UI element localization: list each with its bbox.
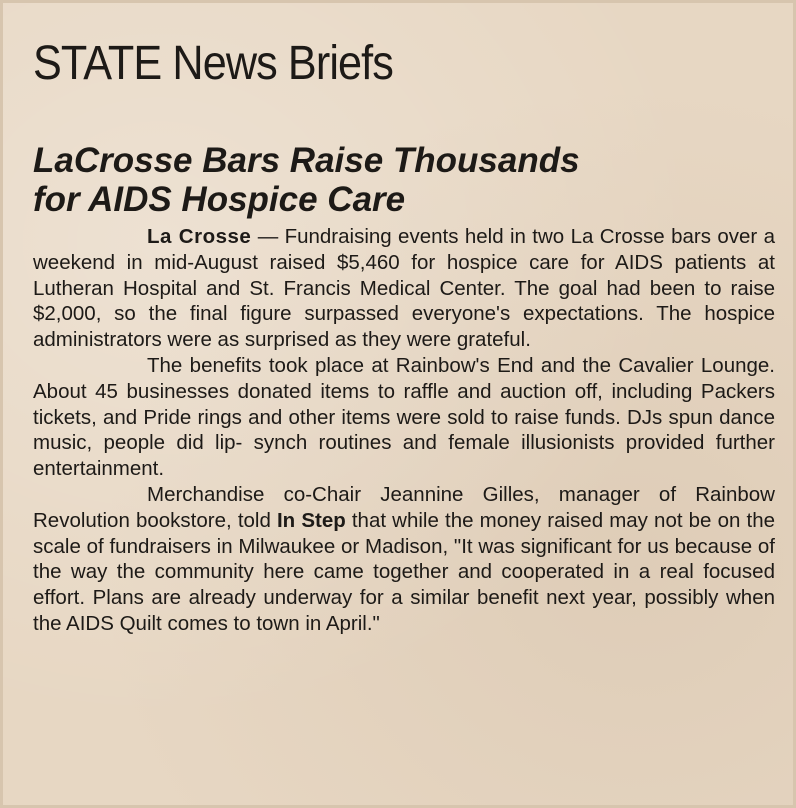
paragraph-1-text: — Fundraising events held in two La Crosse bars over a weekend in mid-August raised $5,460 for hospice care for AIDS patients at Lutheran Hospital and St. Francis Medical Center. The goal had been to raise $2,000, so the final figure surpassed everyone's expectations. The hospice administrators were as surprised as they were grateful. xyxy=(33,225,775,352)
headline-line-2: for AIDS Hospice Care xyxy=(33,180,406,219)
section-title: STATE News Briefs xyxy=(33,37,393,90)
article-body xyxy=(33,224,775,637)
paragraph-3-text-a: Merchandise co-Chair Jeannine Gilles, manager of Rainbow Revolution bookstore, told xyxy=(33,482,775,532)
publication-name: In Step xyxy=(276,508,346,532)
headline-line-1: LaCrosse Bars Raise Thousands xyxy=(33,141,580,180)
paragraph-3 xyxy=(33,482,775,637)
paragraph-3-text-b: that while the money raised may not be on the scale of fundraisers in Milwaukee or Madison, "It was significant for us because of the way the community here came together and cooperated in a real focused effort. Plans are already underway for a similar benefit next year, possibly when the AIDS Quilt comes to town in April." xyxy=(33,508,775,635)
paragraph-2: The benefits took place at Rainbow's End and the Cavalier Lounge. About 45 businesses donated items to raffle and auction off, including Packers tickets, and Pride rings and other items were sold to raise funds. DJs spun dance music, people did lip- synch routines and female illusionists provided further entertainment. xyxy=(33,353,775,481)
article-headline xyxy=(33,141,773,219)
paragraph-1 xyxy=(33,224,775,353)
dateline: La Crosse xyxy=(147,225,252,248)
